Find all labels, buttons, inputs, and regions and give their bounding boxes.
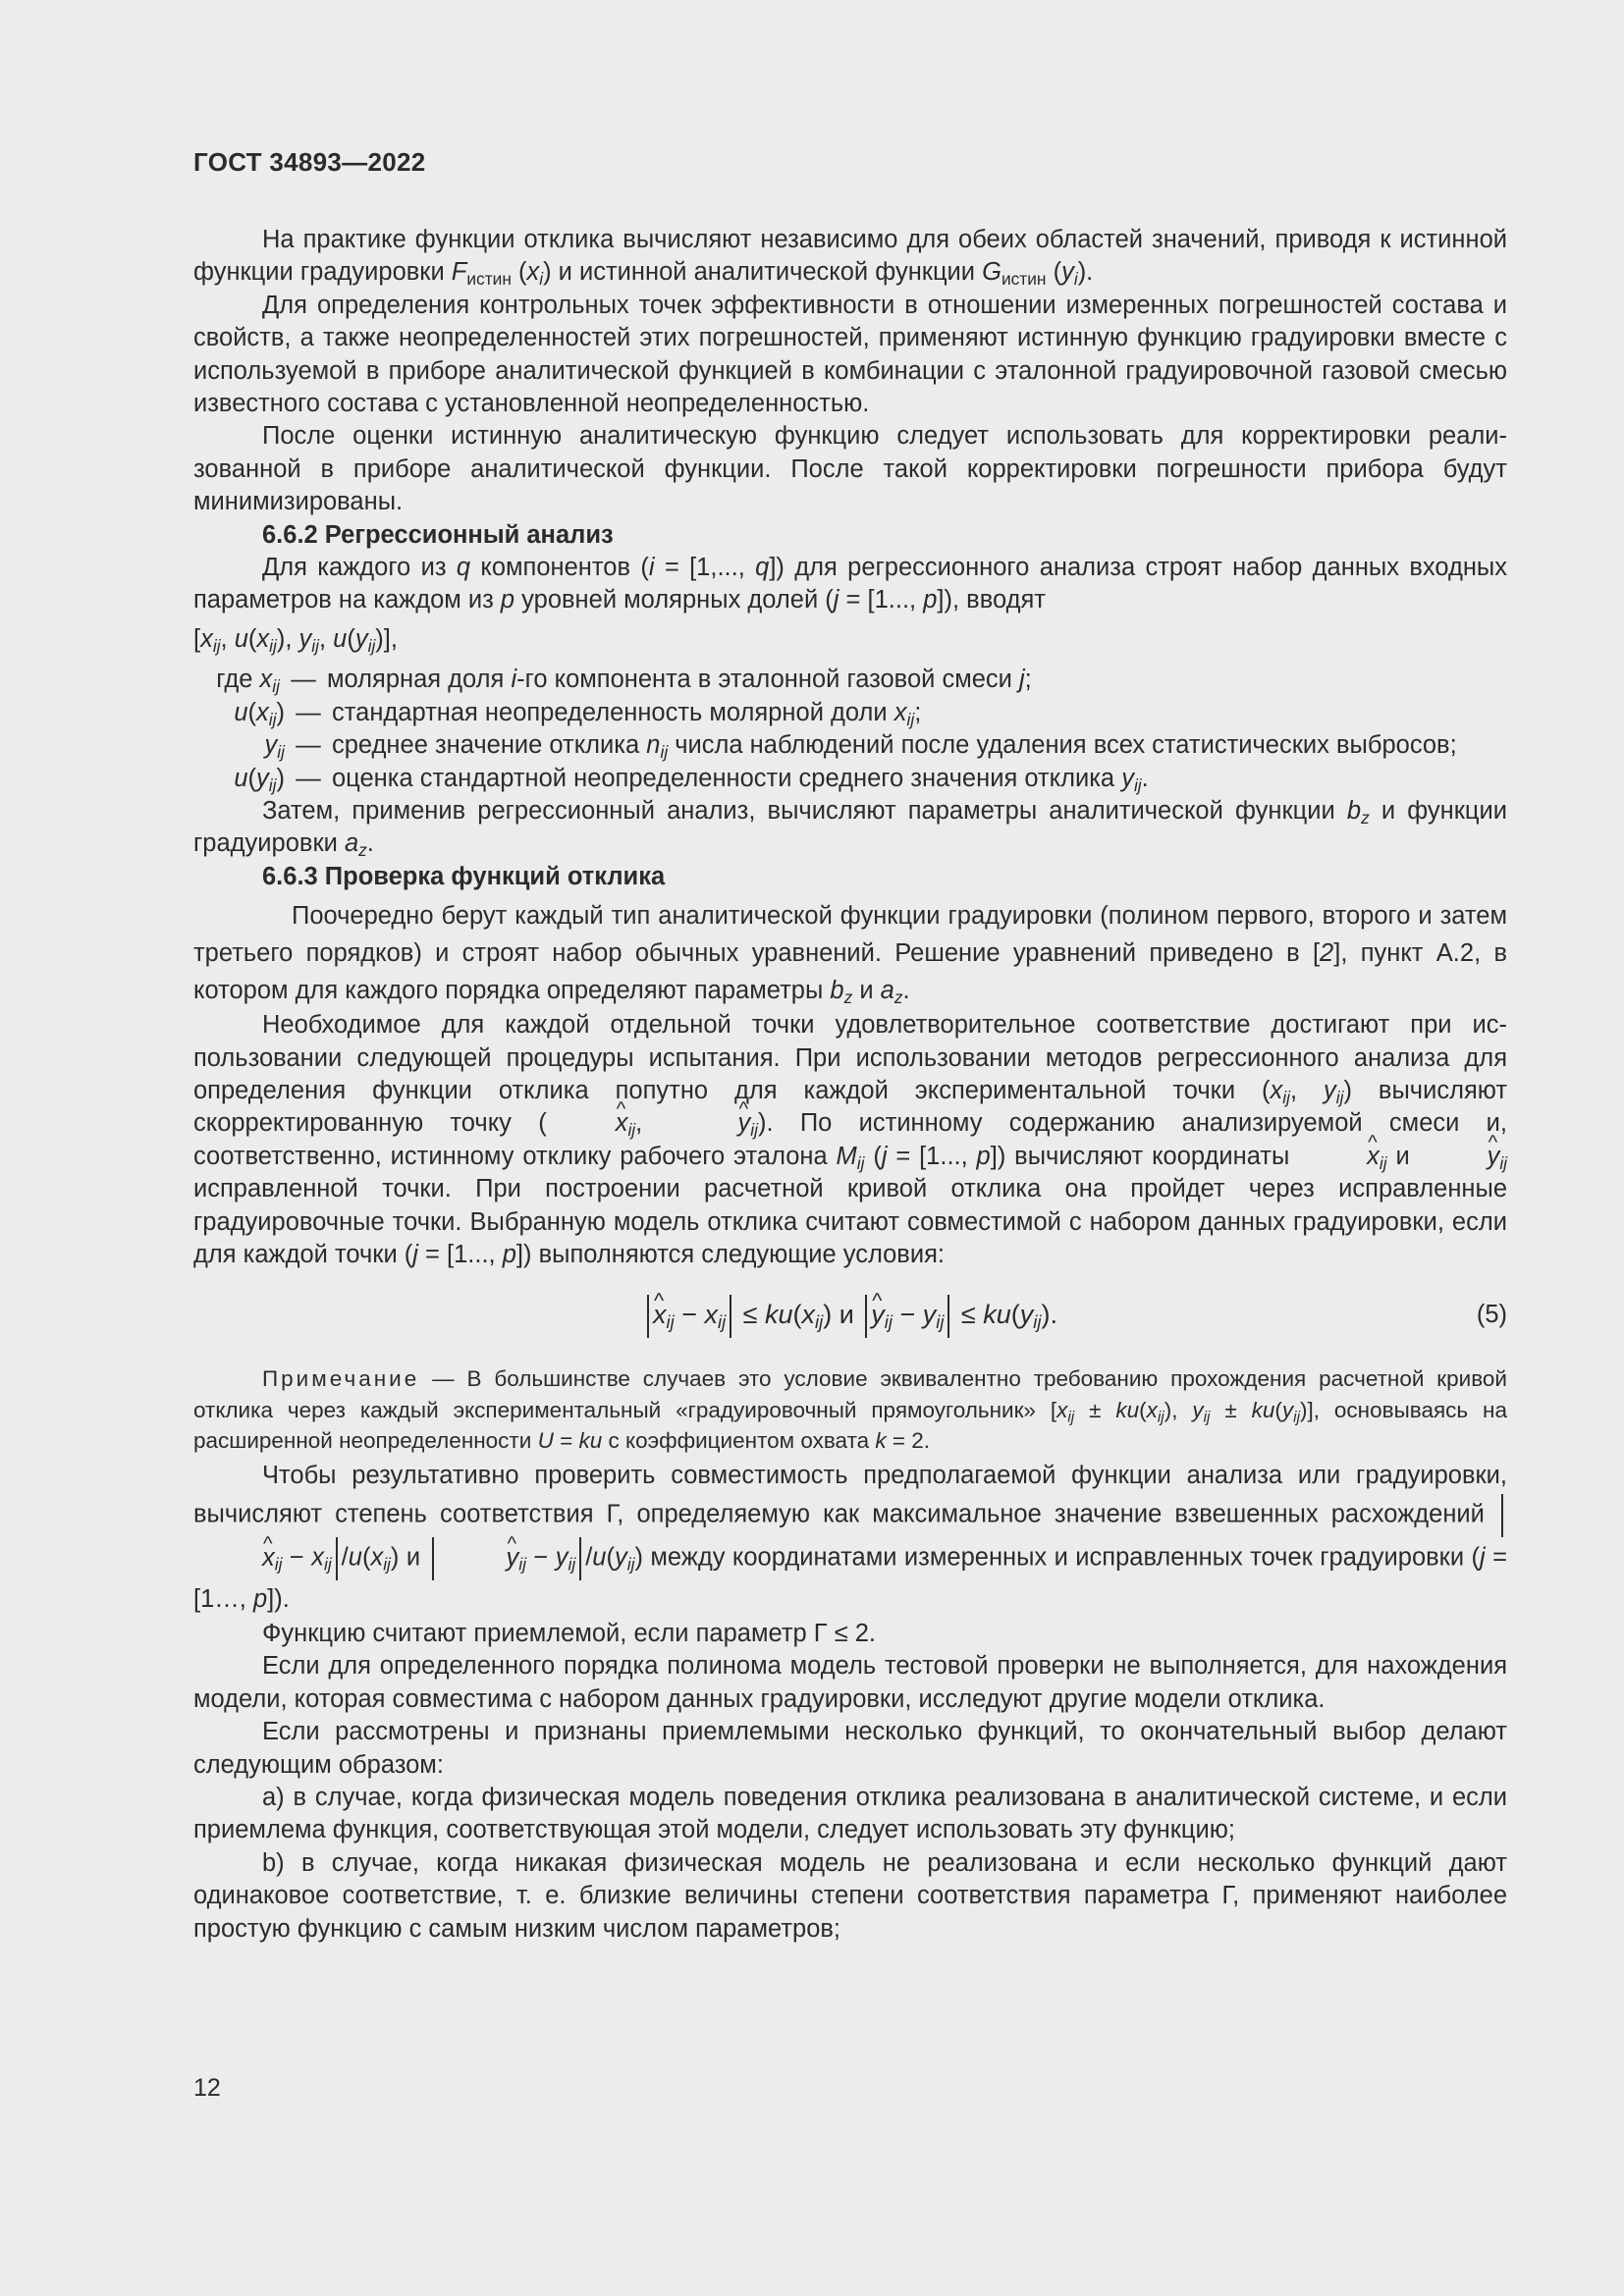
equation-number: (5)	[1476, 1301, 1507, 1329]
section-heading-6-6-2: 6.6.2 Регрессионный анализ	[262, 520, 614, 549]
definition-uxij: $u(x_{ij})$ — стандартная неопределенность молярной доли $x_{ij}$;	[234, 698, 922, 729]
paragraph-after-evaluation: После оценки истинную аналитическую функцию следует использовать для корректировки реализованной в приборе аналитической функции. После такой корректировки погрешности прибора будут минимизированы.	[193, 422, 1507, 516]
paragraph-control-points: Для определения контрольных точек эффективности в отношении измеренных погрешностей состава и свойств, а также неопределенностей этих погрешностей, применяют истинную функцию градуировки вместе с используемой в приборе аналитической функцией в комбинации с эталонной градуировочной газовой смесью известного состава с установленной неопределенностью.	[193, 291, 1507, 418]
paragraph-regression-input: Для каждого из q компонентов (i = [1,..., q]) для регрессионного анализа строят набор данных входных параметров на каждом из p уровней молярных долей (j = [1..., p]), вводят	[193, 554, 1507, 614]
paragraph-response-functions: На практике функции отклика вычисляют независимо для обеих областей значений, приводя к истинной функции градуировки $F_{истин}$ $(x_i)$ и истинной аналитической функции $G_{истин}$ $(y_i)$.	[193, 226, 1507, 290]
formula-data-set: [$x_{ij}$, $u(x_{ij})$, $y_{ij}$, $u(y_{ij})$],	[193, 624, 398, 656]
list-item-a: а) в случае, когда физическая модель поведения отклика реализована в аналитической системе, и если приемлема функция, соответствующая этой модели, следует использовать эту функцию;	[193, 1783, 1507, 1844]
paragraph-function-types: Поочередно берут каждый тип аналитической функции градуировки (полином первого, второго и затем третьего порядков) и строят набор обычных уравнений. Решение уравнений приведено в [2], пункт А.2, в котором для каждого порядка определяют параметры $b_z$ и $a_z$.	[193, 902, 1508, 1007]
definitions-list	[193, 664, 1507, 795]
paragraph-other-models: Если для определенного порядка полинома модель тестовой проверки не выполняется, для нахождения модели, которая совместима с набором данных градуировки, исследуют другие модели отклика.	[193, 1652, 1507, 1713]
document-body	[193, 224, 1507, 1946]
definition-uyij: $u(y_{ij})$ — оценка стандартной неопределенности среднего значения отклика $y_{ij}$.	[234, 764, 1149, 795]
formula-5-condition: ^ $x_{ij} - x_{ij} \le ku(x_{ij})$ и ^ $y_{ij} - y_{ij} \le ku(y_{ij})$. (5)	[193, 1285, 1507, 1344]
note-label: Примечание	[262, 1366, 420, 1392]
page-number: 12	[193, 2074, 221, 2102]
definition-yij: $y_{ij}$ — среднее значение отклика $n_{ij}$ числа наблюдений после удаления всех статистических выбросов;	[264, 731, 1457, 762]
section-heading-6-6-3: 6.6.3 Проверка функций отклика	[262, 862, 666, 890]
paragraph-acceptance: Функцию считают приемлемой, если параметр Г ≤ 2.	[262, 1619, 877, 1647]
paragraph-final-choice: Если рассмотрены и признаны приемлемыми несколько функций, то окончательный выбор делают следующим образом:	[193, 1718, 1507, 1779]
paragraph-compatibility-degree: Чтобы результативно проверить совместимость предполагаемой функции анализа или градуировки, вычисляют степень соответствия Г, определяемую как максимальное значение взвешенных расхождений ^ $x_{ij} - x_{ij}$ $/u(x_{ij})$ и ^ $y_{ij} - y_{ij}$ $/u(y_{ij})$ между координатами измеренных и исправленных точек градуировки (j = [1…, p]).	[193, 1457, 1507, 1618]
list-item-b: b) в случае, когда никакая физическая модель не реализована и если несколько функций дают одинаковое соответствие, т. е. близкие величины степени соответствия параметра Г, применяют наиболее простую функцию с самым низким числом параметров;	[193, 1848, 1507, 1943]
paragraph-regression-result: Затем, применив регрессионный анализ, вычисляют параметры аналитической функции $b_z$ и функции градуировки $a_z$.	[193, 796, 1507, 861]
note-block: Примечание — В большинстве случаев это условие эквивалентно требованию прохождения расчетной кривой отклика через каждый экспериментальный «градуировочный прямоугольник» [$x_{ij} \pm ku(x_{ij})$, $y_{ij} \pm ku(y_{ij})$], основываясь на расширенной неопределенности U = ku с коэффициентом охвата k = 2.	[193, 1366, 1507, 1454]
definition-xij: где $x_{ij}$ — молярная доля i-го компонента в эталонной газовой смеси j;	[216, 666, 1032, 697]
document-header: ГОСТ 34893—2022	[193, 147, 426, 177]
paragraph-test-procedure: Необходимое для каждой отдельной точки удовлетворительное соответствие достигают при использовании следующей процедуры испытания. При использовании методов регрессионного анализа для определения функции отклика попутно для каждой экспериментальной точки ($x_{ij}$, $y_{ij}$) вычисляют скорректированную точку (^ $x_{ij}$, ^ $y_{ij}$). По истинному содержанию анализируемой смеси и, соответственно, истинному отклику рабочего эталона $M_{ij}$ (j = [1..., p]) вычисляют координаты ^ $x_{ij}$ и ^ $y_{ij}$ исправленной точки. При построении расчетной кривой отклика она пройдет через исправленные градуировочные точки. Выбранную модель отклика считают совместимой с набором данных градуировки, если для каждой точки (j = [1..., p]) выполняются следующие условия:	[193, 1009, 1507, 1271]
